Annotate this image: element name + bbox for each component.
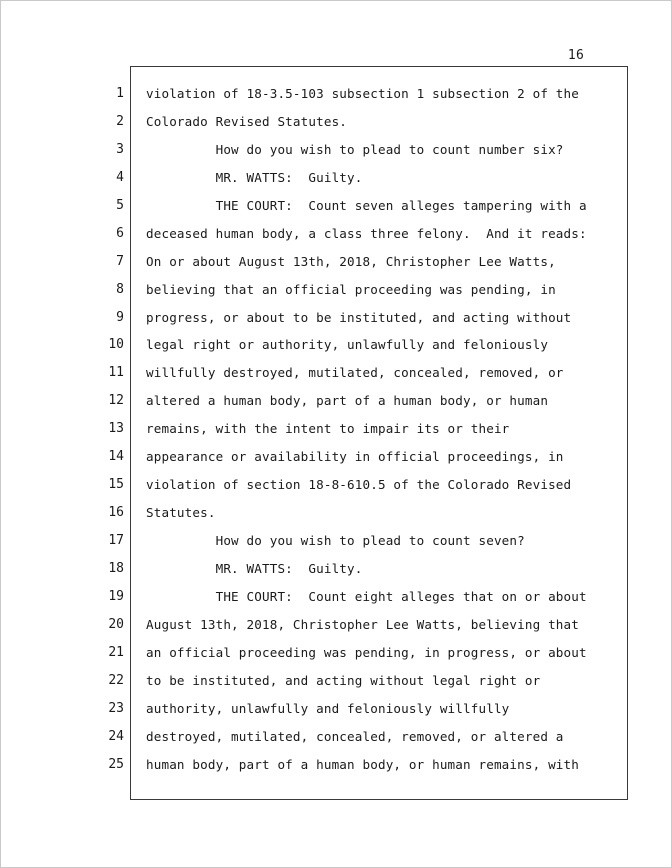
line-number: 18 bbox=[108, 560, 124, 576]
transcript-line: violation of section 18-8-610.5 of the Colorado Revised bbox=[146, 477, 572, 493]
line-number: 25 bbox=[108, 756, 124, 772]
transcript-line: How do you wish to plead to count seven? bbox=[146, 533, 525, 548]
line-number-column bbox=[96, 80, 124, 778]
transcript-line: Statutes. bbox=[146, 505, 216, 521]
transcript-line: Colorado Revised Statutes. bbox=[146, 113, 348, 129]
transcript-line: authority, unlawfully and feloniously willfully bbox=[146, 700, 510, 716]
transcript-line: THE COURT: Count seven alleges tampering with a bbox=[146, 197, 587, 213]
line-number: 10 bbox=[108, 337, 124, 353]
line-number: 22 bbox=[108, 672, 124, 688]
transcript-line: altered a human body, part of a human body, or human bbox=[146, 393, 549, 409]
line-number: 12 bbox=[108, 393, 124, 409]
transcript-line: THE COURT: Count eight alleges that on or about bbox=[146, 588, 587, 604]
line-number: 16 bbox=[108, 505, 124, 521]
line-number: 6 bbox=[116, 225, 124, 241]
transcript-line: remains, with the intent to impair its or their bbox=[146, 421, 510, 437]
line-number: 15 bbox=[108, 477, 124, 493]
transcript-line: How do you wish to plead to count number six? bbox=[146, 141, 564, 157]
line-number: 14 bbox=[108, 449, 124, 465]
line-number: 21 bbox=[108, 644, 124, 660]
transcript-line: MR. WATTS: Guilty. bbox=[146, 169, 363, 185]
line-number: 2 bbox=[116, 113, 124, 129]
line-number: 8 bbox=[116, 281, 124, 297]
line-number: 24 bbox=[108, 728, 124, 744]
transcript-line: On or about August 13th, 2018, Christopher Lee Watts, bbox=[146, 253, 556, 269]
line-number: 11 bbox=[108, 365, 124, 381]
transcript-line: appearance or availability in official proceedings, in bbox=[146, 449, 564, 465]
transcript-line: deceased human body, a class three felony. And it reads: bbox=[146, 225, 587, 241]
transcript-line: legal right or authority, unlawfully and feloniously bbox=[146, 337, 549, 353]
line-number: 19 bbox=[108, 588, 124, 604]
line-number: 20 bbox=[108, 616, 124, 632]
line-number: 13 bbox=[108, 421, 124, 437]
transcript-text bbox=[146, 80, 616, 778]
transcript-line: August 13th, 2018, Christopher Lee Watts, believing that bbox=[146, 616, 579, 632]
line-number: 1 bbox=[116, 86, 124, 101]
line-number: 3 bbox=[116, 141, 124, 157]
line-number: 5 bbox=[116, 197, 124, 213]
transcript-line: human body, part of a human body, or human remains, with bbox=[146, 756, 579, 772]
transcript-line: MR. WATTS: Guilty. bbox=[146, 560, 363, 576]
transcript-line: violation of 18-3.5-103 subsection 1 subsection 2 of the bbox=[146, 86, 579, 101]
transcript-line: destroyed, mutilated, concealed, removed, or altered a bbox=[146, 728, 564, 744]
transcript-line: believing that an official proceeding was pending, in bbox=[146, 281, 556, 297]
transcript-line: willfully destroyed, mutilated, concealed, removed, or bbox=[146, 365, 564, 381]
transcript-line: to be instituted, and acting without legal right or bbox=[146, 672, 541, 688]
page-number: 16 bbox=[567, 48, 585, 63]
line-number: 9 bbox=[116, 309, 124, 325]
line-number: 23 bbox=[108, 700, 124, 716]
transcript-line: progress, or about to be instituted, and acting without bbox=[146, 309, 572, 325]
line-number: 7 bbox=[116, 253, 124, 269]
transcript-line: an official proceeding was pending, in progress, or about bbox=[146, 644, 587, 660]
line-number: 4 bbox=[116, 169, 124, 185]
line-number: 17 bbox=[108, 533, 124, 548]
